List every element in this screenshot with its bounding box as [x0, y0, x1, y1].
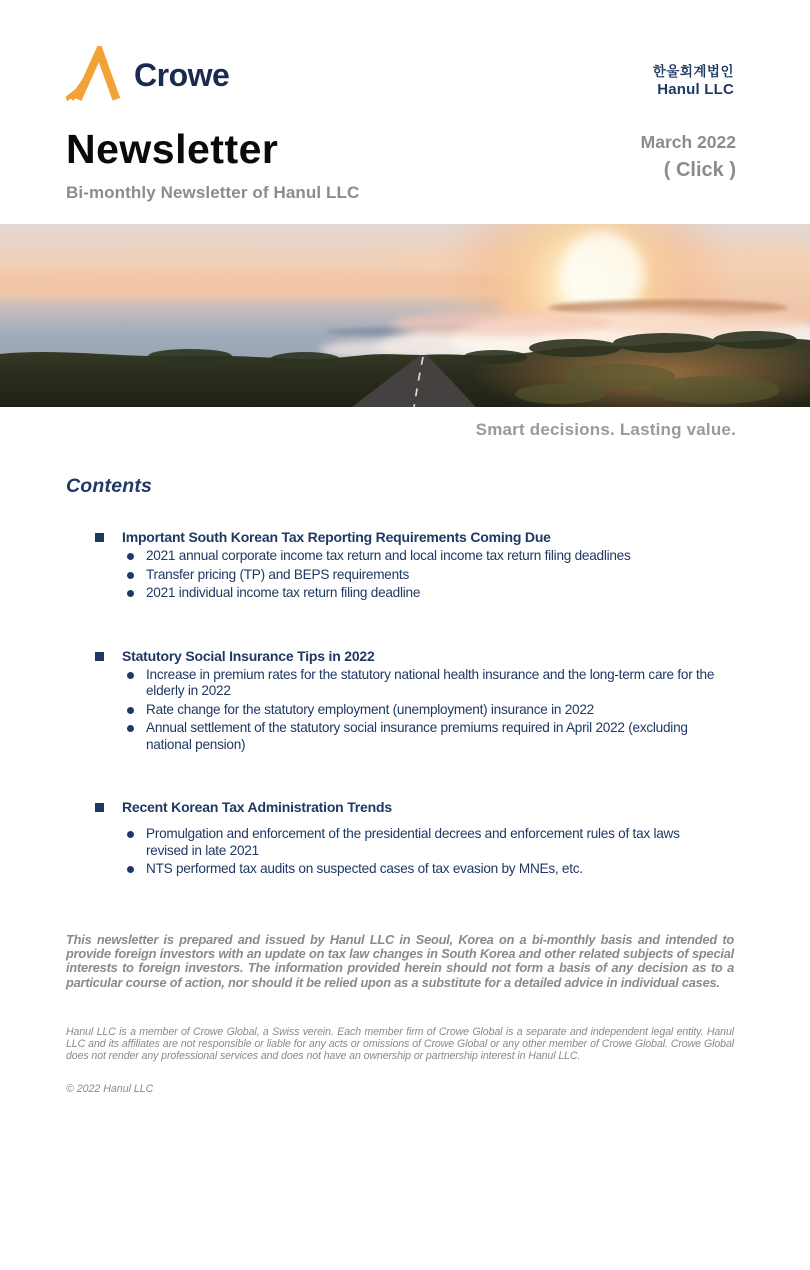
toc-section-title[interactable]: Important South Korean Tax Reporting Requirements Coming Due — [122, 529, 551, 545]
page-subtitle: Bi-monthly Newsletter of Hanul LLC — [66, 183, 360, 202]
contents-heading: Contents — [66, 475, 153, 497]
toc-section-title-row — [0, 799, 810, 815]
toc-item — [0, 702, 810, 719]
click-link[interactable]: ( Click ) — [663, 159, 736, 181]
sunset-road-illustration — [0, 224, 810, 407]
toc-item-text: Increase in premium rates for the statutory national health insurance and the long-term care for the elderly in 2022 — [146, 666, 715, 698]
toc-item-text: 2021 individual income tax return filing deadline — [146, 585, 421, 600]
dot-bullet-icon — [127, 831, 134, 838]
dot-bullet-icon — [127, 672, 134, 679]
page-header — [0, 0, 810, 112]
toc-item — [0, 826, 810, 859]
disclaimer-primary: This newsletter is prepared and issued by Hanul LLC in Seoul, Korea on a bi-monthly basis and intended to provide foreign investors with an update on tax law changes in South Korea and other related subjects of special interests to foreign investors. The information provided herein should not form a basis of any decision as to a particular course of action, nor should it be relied upon as a substitute for a detailed advice in individual cases. — [66, 931, 734, 990]
firm-name-english: Hanul LLC — [657, 81, 734, 98]
toc-item — [0, 585, 810, 602]
dot-bullet-icon — [127, 866, 134, 873]
crowe-logo-text: Crowe — [134, 56, 230, 93]
copyright-line: © 2022 Hanul LLC — [66, 1082, 154, 1095]
toc-item-text: Transfer pricing (TP) and BEPS requirements — [146, 566, 409, 582]
dot-bullet-icon — [127, 590, 134, 597]
hero-image — [0, 224, 810, 407]
toc-section-items — [0, 826, 810, 878]
square-bullet-icon — [95, 533, 104, 542]
dot-bullet-icon — [127, 572, 134, 579]
toc-item-text: Annual settlement of the statutory social insurance premiums required in April 2022 (excluding national pension) — [146, 720, 688, 752]
toc-item-text: Rate change for the statutory employment (unemployment) insurance in 2022 — [146, 701, 594, 717]
disclaimer-secondary: Hanul LLC is a member of Crowe Global, a Swiss verein. Each member firm of Crowe Global is a separate and independent legal entity. Hanul LLC and its affiliates are not responsible or liable for any acts or omissions of Crowe Global or any other member of Crowe Global. Crowe Global does not render any professional services and does not have an ownership or partnership interest in Hanul LLC. — [66, 1026, 734, 1062]
toc-section — [0, 529, 810, 602]
toc-section — [0, 648, 810, 754]
toc-section — [0, 799, 810, 878]
toc-item-text: Promulgation and enforcement of the presidential decrees and enforcement rules of tax laws revised in late 2021 — [146, 826, 680, 858]
toc-item — [0, 567, 810, 584]
issue-date: March 2022 — [640, 132, 736, 152]
toc-section-title[interactable]: Statutory Social Insurance Tips in 2022 — [122, 647, 375, 664]
firm-name-block — [653, 60, 734, 98]
toc-section-title-row — [0, 529, 810, 545]
title-row — [0, 112, 810, 203]
toc-section-title-row — [0, 648, 810, 664]
crowe-logo — [66, 46, 229, 104]
table-of-contents — [0, 529, 810, 878]
crowe-mountain-icon — [66, 46, 120, 104]
toc-item — [0, 861, 810, 878]
brand-tagline: Smart decisions. Lasting value. — [475, 420, 736, 439]
square-bullet-icon — [95, 803, 104, 812]
page-title: Newsletter — [66, 126, 279, 172]
firm-name-korean: 한울회계법인 — [652, 64, 734, 79]
square-bullet-icon — [95, 652, 104, 661]
date-block — [641, 132, 736, 182]
toc-item — [0, 548, 810, 565]
dot-bullet-icon — [127, 707, 134, 714]
dot-bullet-icon — [127, 553, 134, 560]
dot-bullet-icon — [127, 725, 134, 732]
toc-item — [0, 667, 810, 700]
toc-section-title[interactable]: Recent Korean Tax Administration Trends — [122, 799, 392, 815]
toc-item-text: NTS performed tax audits on suspected cases of tax evasion by MNEs, etc. — [146, 861, 583, 876]
toc-item-text: 2021 annual corporate income tax return and local income tax return filing deadlines — [146, 548, 631, 563]
toc-section-items — [0, 548, 810, 602]
toc-section-items — [0, 667, 810, 754]
title-block — [66, 126, 359, 203]
toc-item — [0, 720, 810, 753]
